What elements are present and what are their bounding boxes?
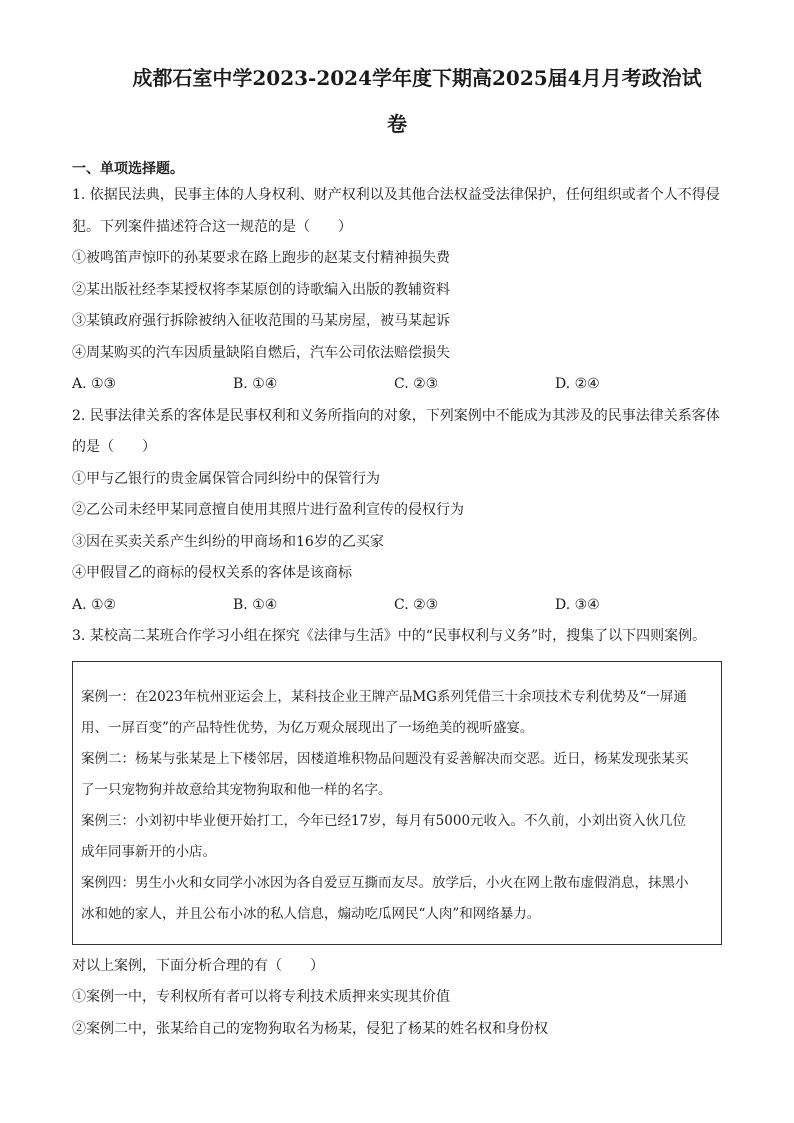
question-1: [72, 180, 722, 401]
q2-option-a: A. ①②: [72, 596, 117, 613]
q3-after-line: ①案例一中，专利权所有者可以将专利技术质押来实现其价值: [72, 989, 450, 1005]
q2-option-b: B. ①④: [233, 596, 278, 613]
case-line: 案例一：在2023年杭州亚运会上，某科技企业王牌产品MG系列凭借三十余项技术专利优势及“一屏通: [81, 688, 687, 705]
q2-options: [72, 590, 722, 622]
q1-option-b: B. ①④: [233, 376, 278, 392]
case-box: [72, 661, 722, 945]
q2-option-c: C. ②③: [394, 596, 439, 613]
exam-title-line2: 卷: [387, 112, 407, 136]
q2-item: ④甲假冒乙的商标的侵权关系的客体是该商标: [72, 565, 352, 581]
q1-item: ④周某购买的汽车因质量缺陷自燃后，汽车公司依法赔偿损失: [72, 344, 450, 361]
q3-stem: 3. 某校高二某班合作学习小组在探究《法律与生活》中的“民事权利与义务”时，搜集了以下四则案例。: [72, 628, 707, 644]
q2-item: ②乙公司未经甲某同意擅自使用其照片进行盈利宣传的侵权行为: [72, 502, 464, 518]
q2-item: ①甲与乙银行的贵金属保管合同纠纷中的保管行为: [72, 470, 380, 487]
q1-option-c: C. ②③: [394, 376, 439, 392]
q1-option-d: D. ②④: [555, 376, 600, 392]
q2-item: ③因在买卖关系产生纠纷的甲商场和16岁的乙买家: [72, 533, 384, 550]
case-line: 案例三：小刘初中毕业便开始打工，今年已经17岁，每月有5000元收入。不久前，小刘出资入伙几位: [81, 812, 687, 829]
q3-after-line: 对以上案例，下面分析合理的有（ ）: [72, 957, 324, 974]
q1-item: ①被鸣笛声惊吓的孙某要求在路上跑步的赵某支付精神损失费: [72, 250, 450, 266]
question-3: [72, 621, 722, 1045]
section-heading: 一、单项选择题。: [72, 161, 184, 177]
q2-stem-line1: 2. 民事法律关系的客体是民事权利和义务所指向的对象，下列案例中不能成为其涉及的民事法律关系客体: [72, 407, 720, 424]
q1-option-a: A. ①③: [72, 376, 117, 392]
q3-after-line: ②案例二中，张某给自己的宠物狗取名为杨某，侵犯了杨某的姓名权和身份权: [72, 1020, 548, 1037]
case-line: 案例四：男生小火和女同学小冰因为各自爱豆互撕而友尽。放学后，小火在网上散布虚假消息，抹黑小: [81, 874, 689, 891]
q1-stem-line2: 犯。下列案件描述符合这一规范的是（ ）: [72, 218, 352, 235]
q2-stem-line2: 的是（ ）: [72, 439, 156, 455]
case-line: 成年同事新开的小店。: [81, 843, 216, 860]
case-line: 案例二：杨某与张某是上下楼邻居，因楼道堆积物品问题没有妥善解决而交恶。近日，杨某发现张某买: [81, 750, 689, 767]
q1-stem-line1: 1. 依据民法典，民事主体的人身权利、财产权利以及其他合法权益受法律保护，任何组织或者个人不得侵: [72, 187, 720, 203]
exam-title-line1: 成都石室中学2023-2024学年度下期高2025届4月月考政治试: [132, 66, 702, 90]
case-line: 用、一屏百变”的产品特性优势，为亿万观众展现出了一场绝美的视听盛宴。: [81, 719, 534, 736]
q1-options: [72, 369, 722, 401]
q1-item: ③某镇政府强行拆除被纳入征收范围的马某房屋，被马某起诉: [72, 313, 450, 329]
case-line: 了一只宠物狗并故意给其宠物狗取和他一样的名字。: [81, 781, 392, 798]
case-line: 冰和她的家人，并且公布小冰的私人信息，煽动吃瓜网民“人肉”和网络暴力。: [81, 905, 541, 922]
q2-option-d: D. ③④: [555, 596, 600, 613]
question-2: [72, 401, 722, 622]
q1-item: ②某出版社经李某授权将李某原创的诗歌编入出版的教辅资料: [72, 281, 450, 298]
